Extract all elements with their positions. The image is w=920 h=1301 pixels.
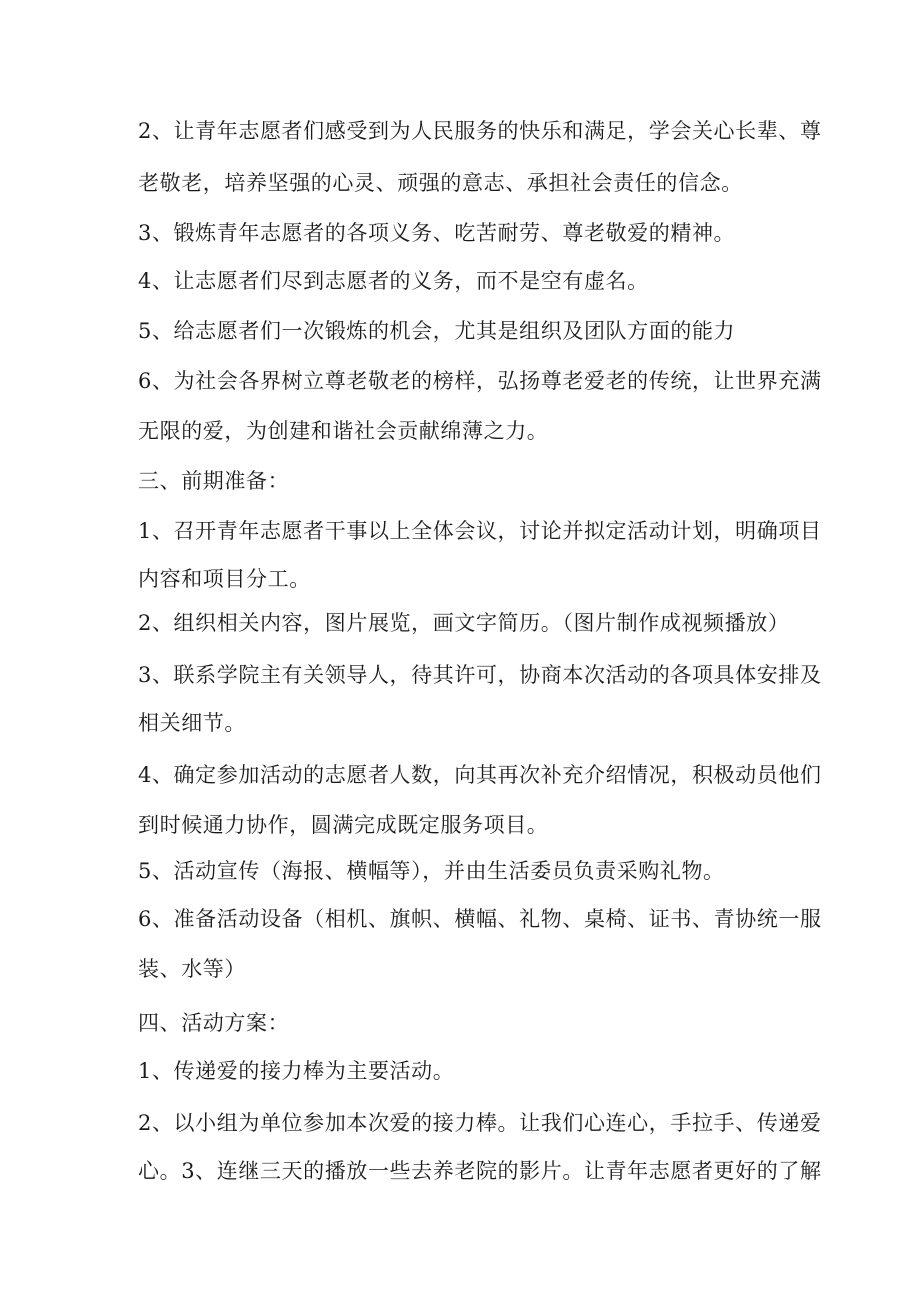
text-line: 2、让青年志愿者们感受到为人民服务的快乐和满足，学会关心长辈、尊 [138,119,822,143]
text-line: 相关细节。 [138,711,246,735]
text-line: 4、让志愿者们尽到志愿者的义务，而不是空有虚名。 [138,269,649,293]
section-heading: 四、活动方案： [138,1011,290,1035]
text-line: 3、联系学院主有关领导人，待其许可，协商本次活动的各项具体安排及 [138,663,822,687]
text-line: 3、锻炼青年志愿者的各项义务、吃苦耐劳、尊老敬爱的精神。 [138,221,736,245]
text-line: 装、水等） [138,957,246,981]
text-line: 2、组织相关内容，图片展览，画文字简历。（图片制作成视频播放） [138,611,790,635]
text-line: 1、召开青年志愿者干事以上全体会议，讨论并拟定活动计划，明确项目 [138,519,822,543]
text-line: 心。3、连继三天的播放一些去养老院的影片。让青年志愿者更好的了解 [138,1159,822,1183]
text-line: 6、准备活动设备（相机、旗帜、横幅、礼物、桌椅、证书、青协统一服 [138,907,822,931]
text-line: 5、给志愿者们一次锻炼的机会，尤其是组织及团队方面的能力 [138,319,736,343]
text-line: 内容和项目分工。 [138,567,311,591]
text-line: 4、确定参加活动的志愿者人数，向其再次补充介绍情况，积极动员他们 [138,763,822,787]
text-line: 无限的爱，为创建和谐社会贡献绵薄之力。 [138,419,549,443]
text-line: 5、活动宣传（海报、横幅等），并由生活委员负责采购礼物。 [138,859,725,883]
text-line: 1、传递爱的接力棒为主要活动。 [138,1059,455,1083]
section-heading: 三、前期准备： [138,469,290,493]
text-line: 2、以小组为单位参加本次爱的接力棒。让我们心连心，手拉手、传递爱 [138,1111,822,1135]
text-line: 到时候通力协作，圆满完成既定服务项目。 [138,813,549,837]
text-line: 6、为社会各界树立尊老敬老的榜样，弘扬尊老爱老的传统，让世界充满 [138,369,822,393]
text-line: 老敬老，培养坚强的心灵、顽强的意志、承担社会责任的信念。 [138,171,743,195]
